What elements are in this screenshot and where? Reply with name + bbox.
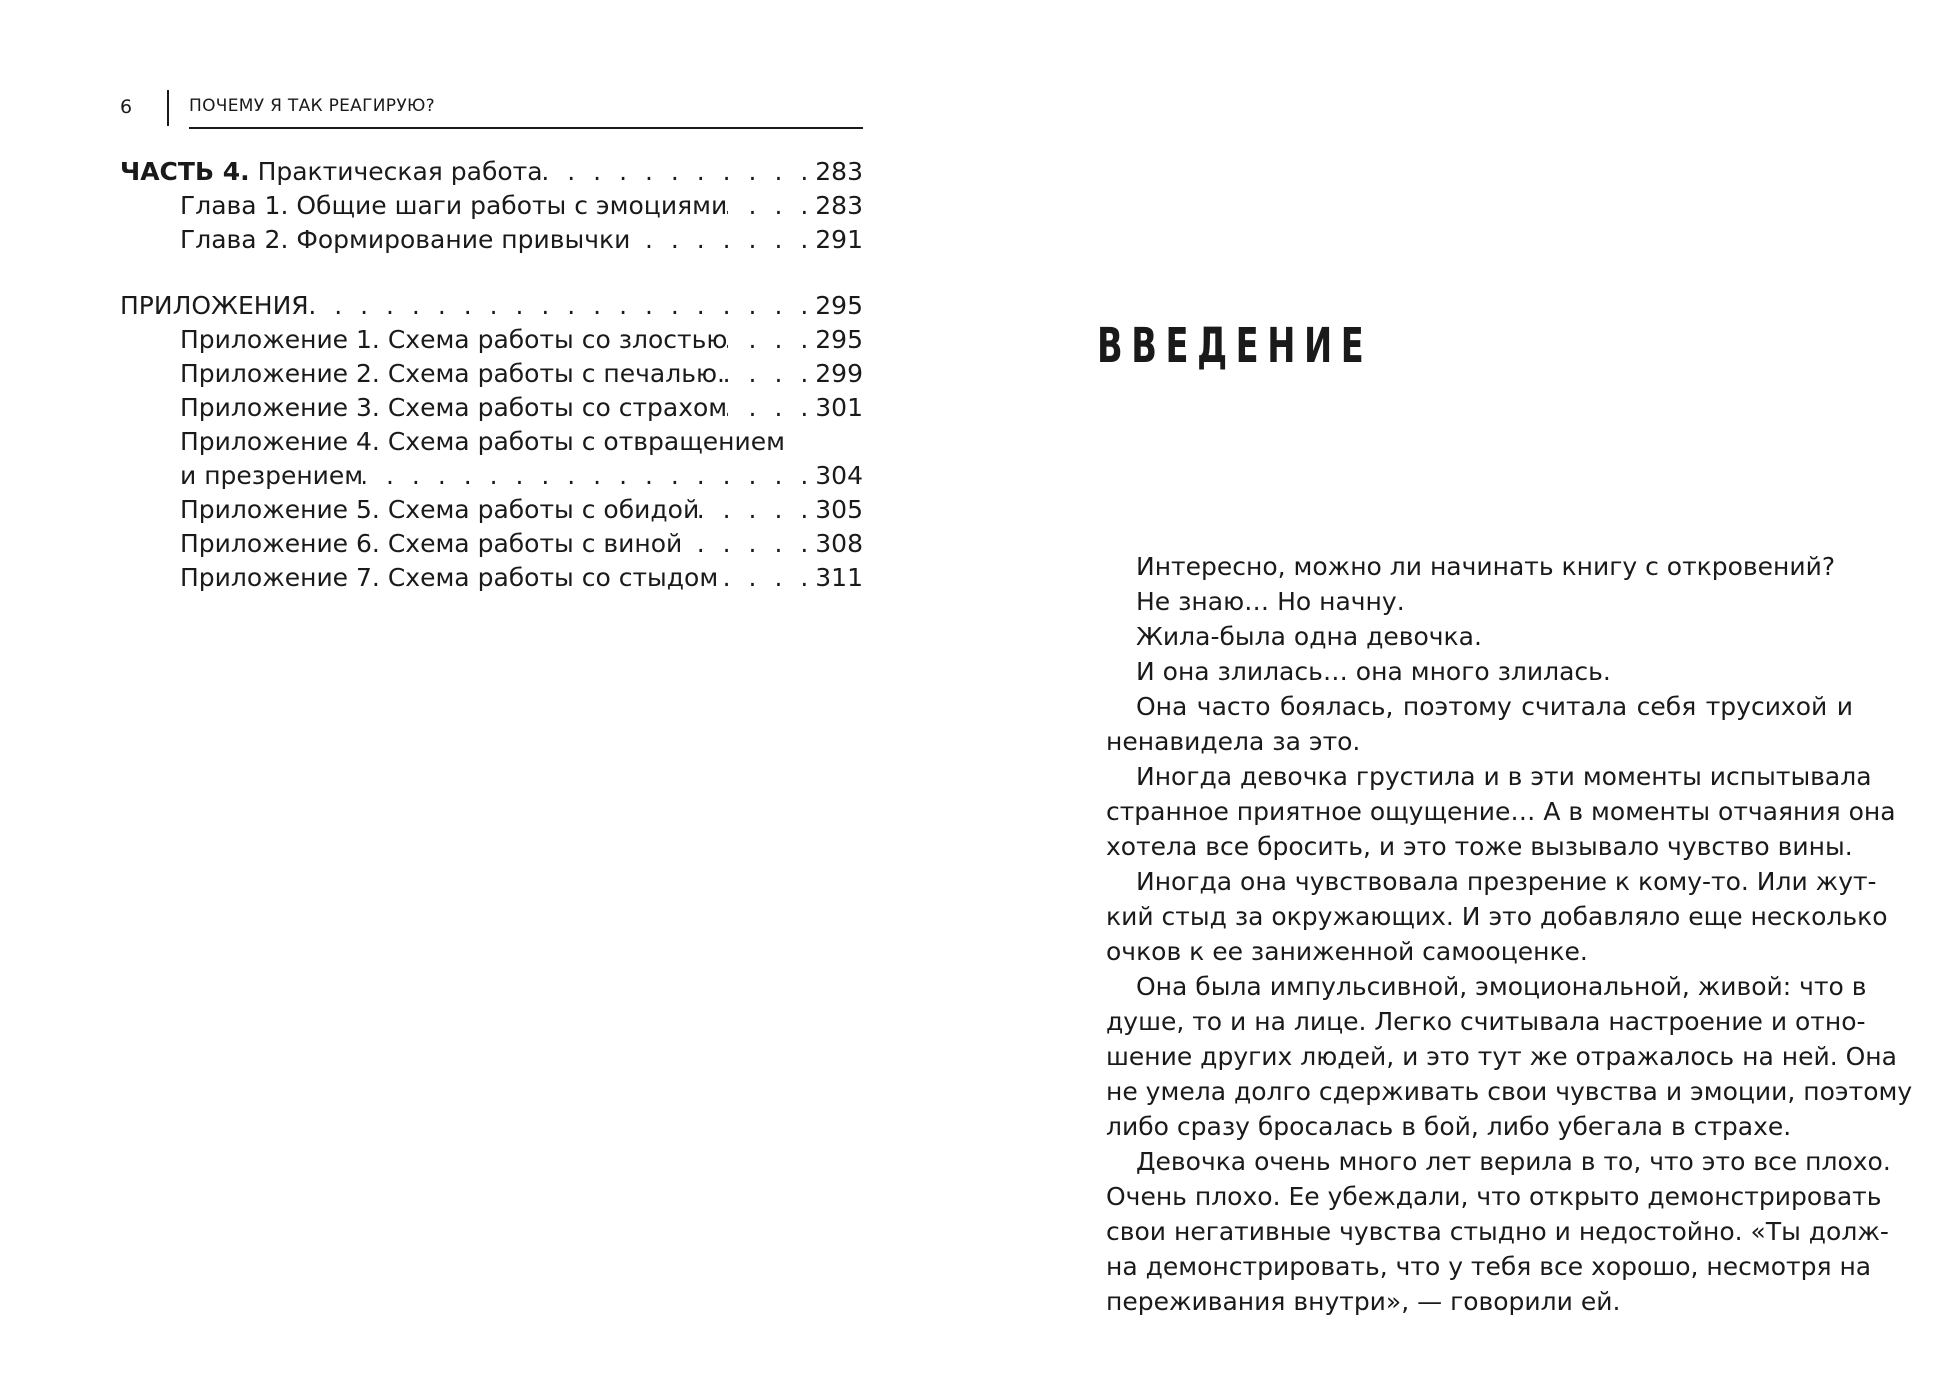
body-line: переживания внутри», — говорили ей. [1106,1287,1621,1316]
toc-page-number: 299 [815,359,863,388]
body-line: шение других людей, и это тут же отражалось на ней. Она [1106,1042,1897,1071]
chapter-body [1106,549,1913,1319]
table-of-contents [120,155,863,595]
toc-entry-title: и презрением [180,461,364,490]
toc-entry-title: Приложение 2. Схема работы с печалью. [180,359,725,388]
toc-appendix-4[interactable] [120,425,863,459]
toc-leader-dots [682,527,815,561]
body-line: душе, то и на лице. Легко считывала настроение и отно- [1106,1007,1866,1036]
body-line: очков к ее заниженной самооценке. [1106,937,1588,966]
toc-leader-dots [630,223,815,257]
toc-appendix-7[interactable] [120,561,863,595]
toc-page-number: 304 [815,461,863,490]
body-line: Она часто боялась, поэтому считала себя трусихой и [1136,692,1853,721]
toc-leader-dots [309,289,816,323]
toc-page-number: 291 [815,225,863,254]
toc-appendix-5[interactable] [120,493,863,527]
toc-entry-title: Глава 1. Общие шаги работы с эмоциями [180,191,728,220]
body-line: Очень плохо. Ее убеждали, что открыто демонстрировать [1106,1182,1882,1211]
body-line: на демонстрировать, что у тебя все хорошо, несмотря на [1106,1252,1872,1281]
body-line: Не знаю… Но начну. [1136,587,1405,616]
toc-leader-dots [543,155,816,189]
toc-entry-title: Приложение 6. Схема работы с виной [180,529,683,558]
header-vertical-rule [167,90,169,126]
chapter-heading: ВВЕДЕНИЕ [1097,318,1373,374]
toc-page-number: 283 [815,157,863,186]
page-number: 6 [120,96,133,118]
toc-entry-title: Приложение 1. Схема работы со злостью [180,325,728,354]
toc-leader-dots [727,189,815,223]
body-line: Она была импульсивной, эмоциональной, живой: что в [1136,972,1867,1001]
toc-page-number: 301 [815,393,863,422]
toc-chapter-1[interactable] [120,189,863,223]
toc-leader-dots [718,561,815,595]
toc-page-number: 305 [815,495,863,524]
toc-entry-title: Приложение 5. Схема работы с обидой [180,495,700,524]
toc-page-number: 311 [815,563,863,592]
toc-entry-title: Глава 2. Формирование привычки [180,225,631,254]
toc-appendix-3[interactable] [120,391,863,425]
body-line: Девочка очень много лет верила в то, что это все плохо. [1136,1147,1891,1176]
toc-page-number: 308 [815,529,863,558]
toc-leader-dots [699,493,815,527]
body-line: хотела все бросить, и это тоже вызывало чувство вины. [1106,832,1853,861]
toc-appendix-4-continued[interactable] [120,459,863,493]
toc-appendix-2[interactable] [120,357,863,391]
toc-entry-title: Приложение 4. Схема работы с отвращением [180,427,785,456]
running-title: ПОЧЕМУ Я ТАК РЕАГИРУЮ? [189,96,435,116]
body-line: либо сразу бросалась в бой, либо убегала в страхе. [1106,1112,1792,1141]
body-line: не умела долго сдерживать свои чувства и эмоции, поэтому [1106,1077,1913,1106]
body-line: кий стыд за окружающих. И это добавляло еще несколько [1106,902,1888,931]
body-line: Жила-была одна девочка. [1136,622,1482,651]
header-horizontal-rule [189,127,863,129]
body-line: ненавидела за это. [1106,727,1361,756]
toc-entry-title: Приложение 3. Схема работы со страхом [180,393,728,422]
body-line: свои негативные чувства стыдно и недостойно. «Ты долж- [1106,1217,1889,1246]
toc-part-4[interactable] [120,155,863,189]
toc-appendix-1[interactable] [120,323,863,357]
body-line: странное приятное ощущение… А в моменты отчаяния она [1106,797,1896,826]
toc-appendices-title: ПРИЛОЖЕНИЯ [120,291,309,320]
body-line: Интересно, можно ли начинать книгу с откровений? [1136,552,1836,581]
toc-part-title: Практическая работа [257,157,543,186]
toc-page-number: 295 [815,291,863,320]
toc-leader-dots [363,459,815,493]
toc-chapter-2[interactable] [120,223,863,257]
toc-leader-dots [727,391,815,425]
toc-part-label: ЧАСТЬ 4. [120,157,250,186]
toc-leader-dots [725,357,815,391]
toc-leader-dots [727,323,815,357]
toc-page-number: 283 [815,191,863,220]
running-header [120,92,863,130]
toc-page-number: 295 [815,325,863,354]
body-line: И она злилась… она много злилась. [1136,657,1611,686]
toc-appendix-6[interactable] [120,527,863,561]
toc-entry-title: Приложение 7. Схема работы со стыдом [180,563,719,592]
body-line: Иногда она чувствовала презрение к кому-то. Или жут- [1136,867,1877,896]
body-line: Иногда девочка грустила и в эти моменты испытывала [1136,762,1872,791]
toc-appendices[interactable] [120,289,863,323]
